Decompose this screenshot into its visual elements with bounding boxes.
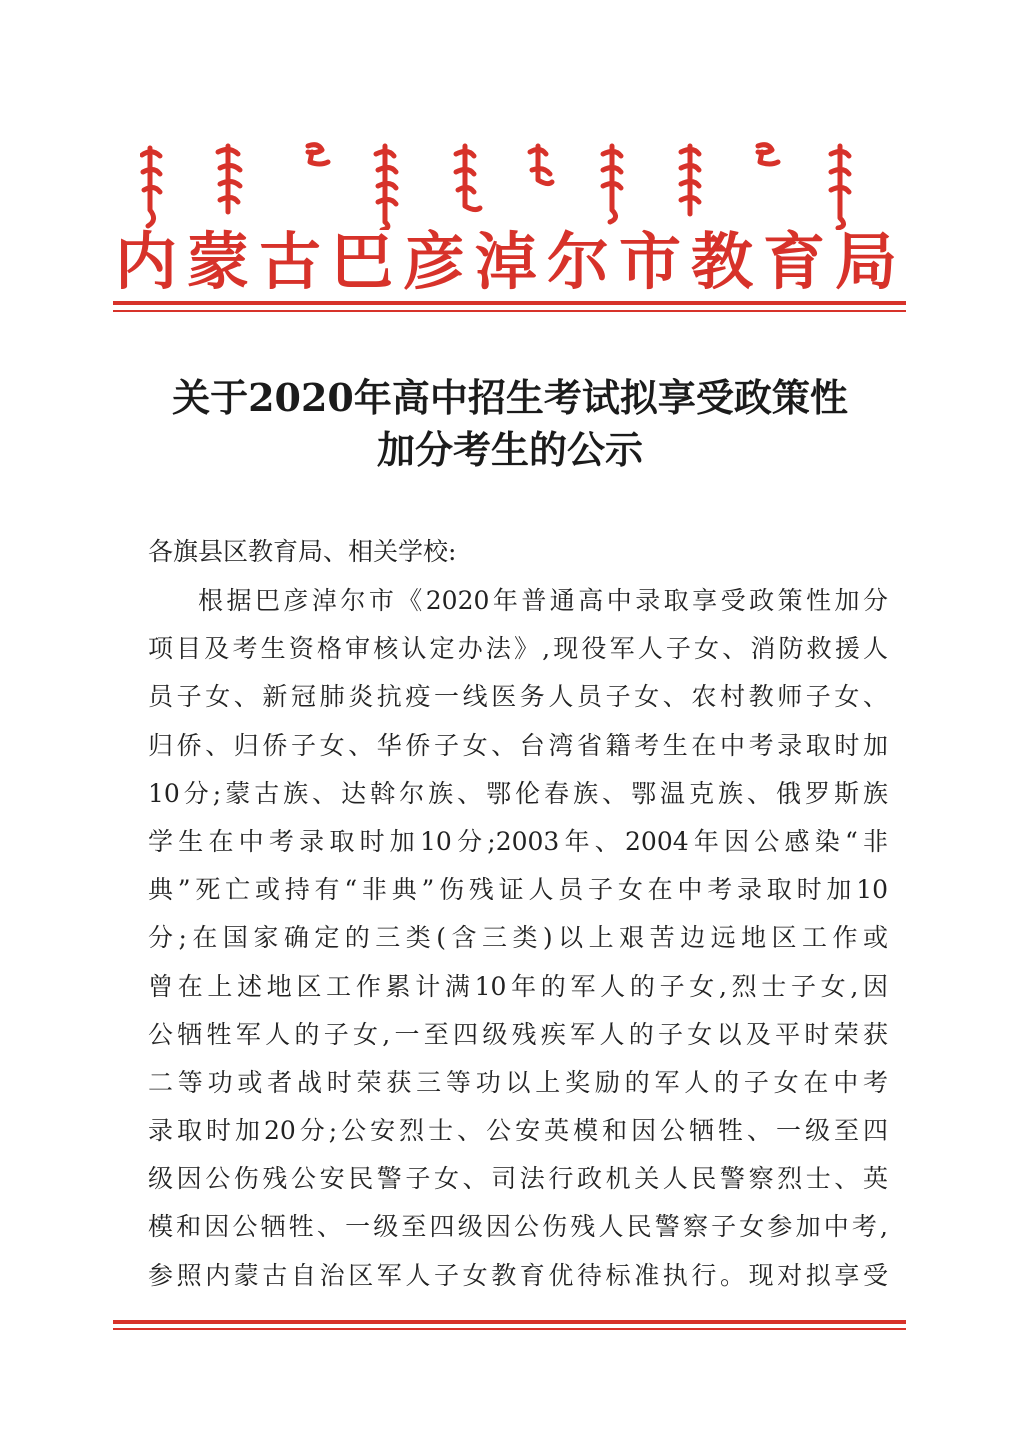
issuing-organization-name: 内蒙古巴彦淖尔市教育局	[115, 225, 908, 298]
body-line: 级因公伤残公安民警子女、司法行政机关人民警察烈士、英	[148, 1164, 888, 1194]
salutation: 各旗县区教育局、相关学校:	[148, 537, 457, 566]
body-line: 曾在上述地区工作累计满10年的军人的子女,烈士子女,因	[148, 971, 888, 1001]
footer-divider-thick	[113, 1320, 906, 1324]
body-line: 录取时加20分;公安烈士、公安英模和因公牺牲、一级至四	[148, 1116, 888, 1146]
body-line: 员子女、新冠肺炎抗疫一线医务人员子女、农村教师子女、	[148, 682, 888, 712]
body-line: 二等功或者战时荣获三等功以上奖励的军人的子女在中考	[148, 1067, 888, 1097]
mongolian-script-glyphs	[140, 140, 880, 230]
body-line: 项目及考生资格审核认定办法》,现役军人子女、消防救援人	[148, 634, 888, 664]
document-title-line-2: 加分考生的公示	[376, 427, 643, 472]
body-line: 参照内蒙古自治区军人子女教育优待标准执行。现对拟享受	[148, 1260, 888, 1290]
document-title-line-1: 关于2020年高中招生考试拟享受政策性	[172, 375, 848, 420]
body-line: 归侨、归侨子女、华侨子女、台湾省籍考生在中考录取时加	[148, 730, 888, 760]
header-divider-thick	[113, 301, 906, 305]
body-line: 10分;蒙古族、达斡尔族、鄂伦春族、鄂温克族、俄罗斯族	[148, 778, 888, 808]
body-line: 学生在中考录取时加10分;2003年、2004年因公感染“非	[148, 826, 888, 856]
body-line: 典”死亡或持有“非典”伤残证人员子女在中考录取时加10	[148, 875, 888, 905]
header-divider-thin	[113, 310, 906, 312]
body-line: 分;在国家确定的三类(含三类)以上艰苦边远地区工作或	[148, 923, 888, 953]
mongolian-script-heading	[140, 140, 880, 230]
body-line: 根据巴彦淖尔市《2020年普通高中录取享受政策性加分	[198, 586, 888, 615]
body-paragraph	[148, 577, 888, 1300]
document-title	[110, 372, 910, 476]
body-line: 公牺牲军人的子女,一至四级残疾军人的子女以及平时荣获	[148, 1019, 888, 1049]
footer-divider-thin	[113, 1328, 906, 1330]
body-line: 模和因公牺牲、一级至四级因公伤残人民警察子女参加中考,	[148, 1212, 888, 1242]
